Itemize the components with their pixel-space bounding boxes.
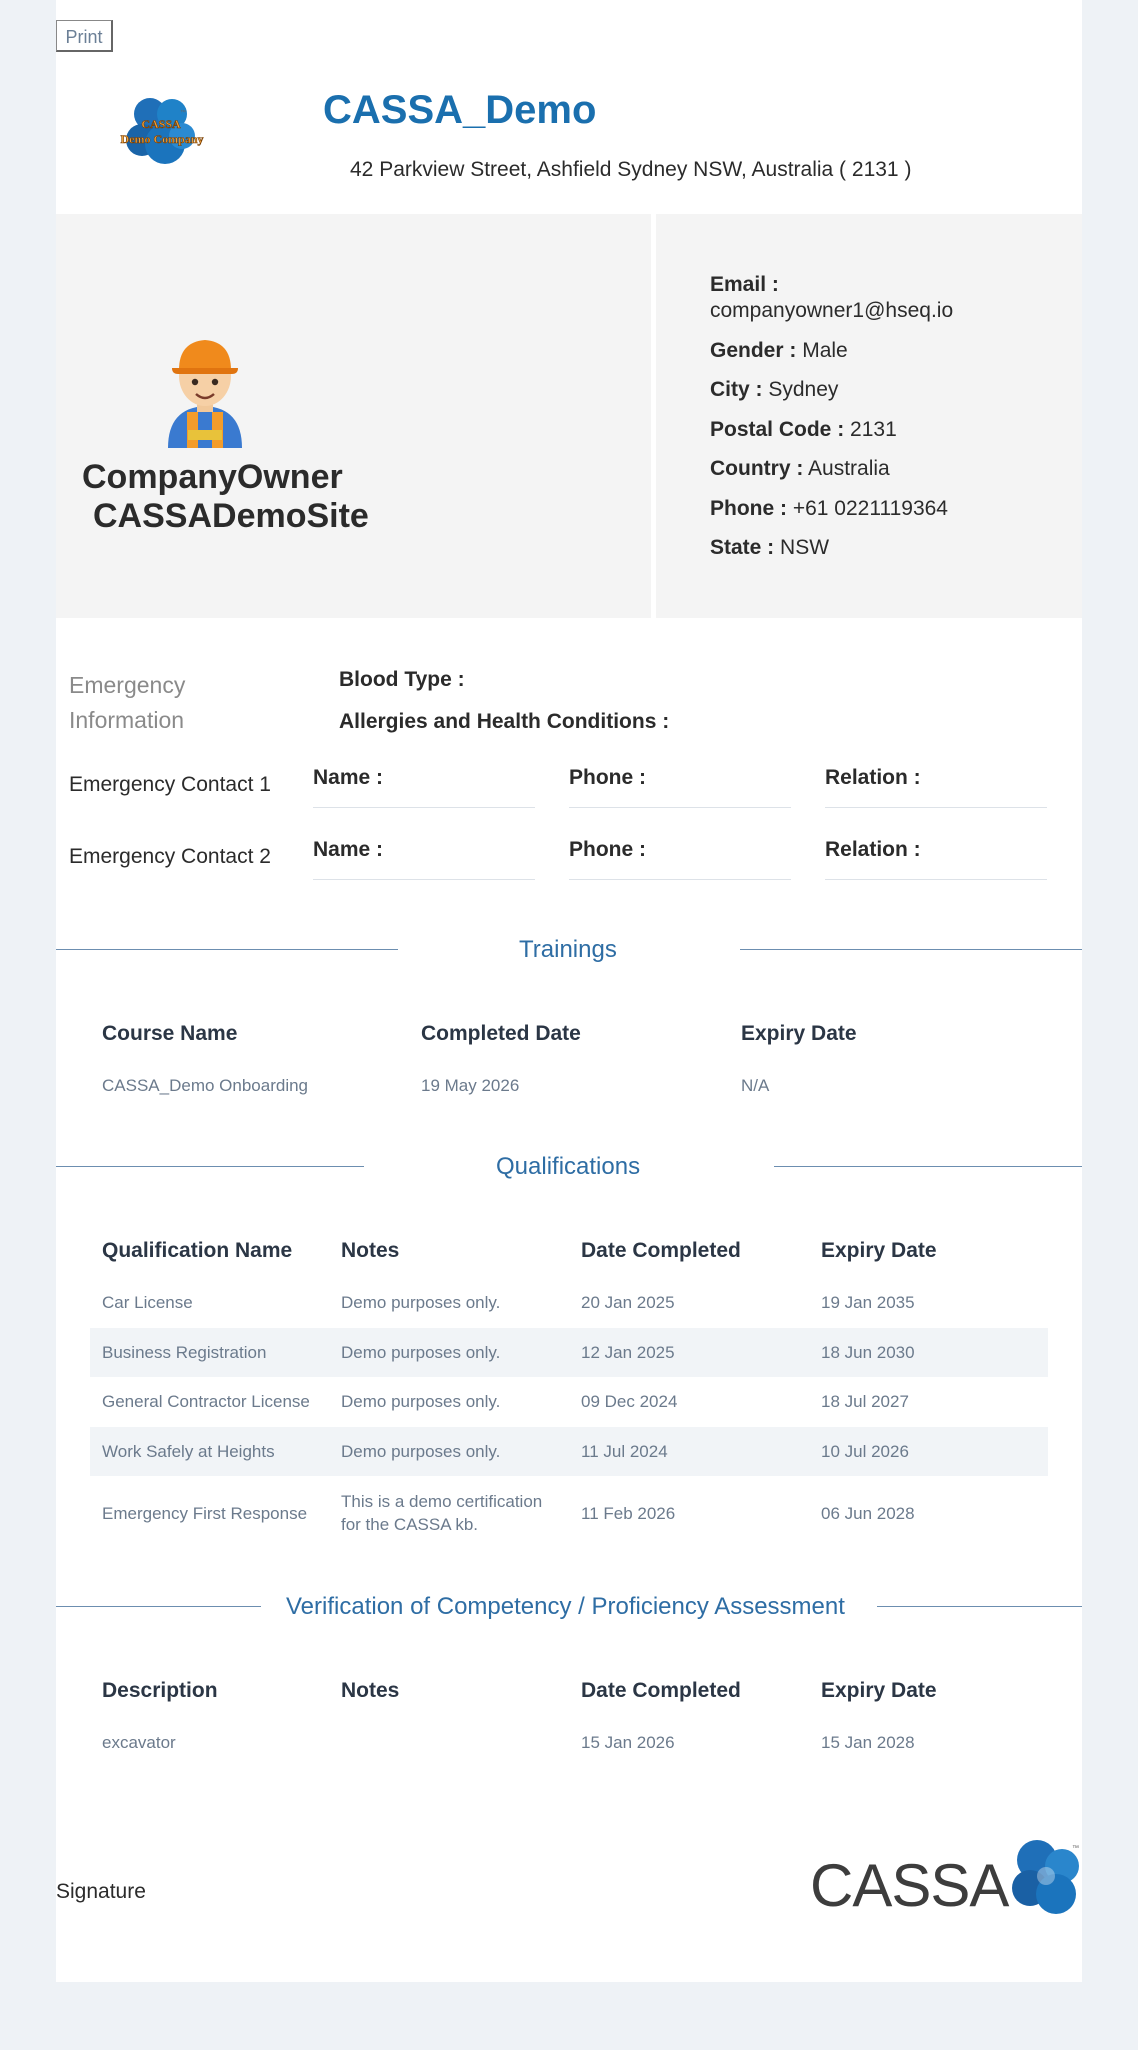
emergency-info-title: Emergency Information xyxy=(69,672,186,733)
qualification-cell: Work Safely at Heights xyxy=(102,1442,275,1461)
signature-label: Signature xyxy=(56,1880,146,1903)
emergency-contact-2-relation: Relation : xyxy=(825,838,921,861)
divider xyxy=(569,807,791,808)
training-cell: N/A xyxy=(741,1076,770,1095)
qualification-cell: General Contractor License xyxy=(102,1392,310,1411)
detail-postal-code: Postal Code : 2131 xyxy=(710,418,897,441)
voc-cell: 15 Jan 2028 xyxy=(821,1733,915,1752)
divider xyxy=(825,879,1047,880)
cassa-logo-icon xyxy=(1012,1840,1079,1914)
qualifications-header-date-completed: Date Completed xyxy=(581,1239,741,1262)
voc-header-description: Description xyxy=(102,1679,218,1702)
qualification-cell: 10 Jul 2026 xyxy=(821,1442,909,1461)
detail-gender: Gender : Male xyxy=(710,339,848,362)
qualification-cell: 09 Dec 2024 xyxy=(581,1392,678,1411)
profile-first-name: CompanyOwner xyxy=(82,458,343,496)
qualification-cell: Demo purposes only. xyxy=(341,1392,501,1411)
qualification-cell: Demo purposes only. xyxy=(341,1293,501,1312)
qualification-cell: 12 Jan 2025 xyxy=(581,1343,675,1362)
qualification-cell: 18 Jun 2030 xyxy=(821,1343,915,1362)
qualifications-header-notes: Notes xyxy=(341,1239,400,1262)
trainings-header-completed-date: Completed Date xyxy=(421,1022,581,1045)
qualification-cell: Car License xyxy=(102,1293,193,1312)
qualification-cell: 11 Feb 2026 xyxy=(581,1504,676,1523)
qualification-cell: Emergency First Response xyxy=(102,1504,308,1523)
svg-text:Demo Company: Demo Company xyxy=(120,132,204,146)
qualifications-header-expiry-date: Expiry Date xyxy=(821,1239,937,1262)
company-address: 42 Parkview Street, Ashfield Sydney NSW, Australia ( 2131 ) xyxy=(350,158,912,181)
voc-cell: excavator xyxy=(102,1733,176,1752)
qualification-cell: 06 Jun 2028 xyxy=(821,1504,915,1523)
detail-country: Country : Australia xyxy=(710,457,890,480)
voc-section-title: Verification of Competency / Proficiency Assessment xyxy=(286,1593,845,1620)
profile-last-name: CASSADemoSite xyxy=(93,497,369,535)
svg-text:™: ™ xyxy=(180,110,186,116)
detail-state: State : NSW xyxy=(710,536,830,559)
training-cell: CASSA_Demo Onboarding xyxy=(102,1076,309,1095)
emergency-contact-2-phone: Phone : xyxy=(569,838,646,861)
profile-avatar-panel xyxy=(56,214,651,618)
detail-city: City : Sydney xyxy=(710,378,839,401)
worker-avatar-icon xyxy=(160,312,250,448)
qualification-cell: 19 Jan 2035 xyxy=(821,1293,915,1312)
svg-text:CASSA: CASSA xyxy=(141,117,181,131)
qualification-cell: Demo purposes only. xyxy=(341,1442,501,1461)
voc-cell: 15 Jan 2026 xyxy=(581,1733,675,1752)
divider xyxy=(56,949,398,950)
qualification-cell: 18 Jul 2027 xyxy=(821,1392,909,1411)
divider xyxy=(56,1166,364,1167)
emergency-contact-1-name: Name : xyxy=(313,766,384,789)
detail-email: Email : companyowner1@hseq.io xyxy=(710,273,954,322)
qualification-cell: Business Registration xyxy=(102,1343,267,1362)
training-cell: 19 May 2026 xyxy=(421,1076,520,1095)
divider xyxy=(313,807,535,808)
qualifications-section-title: Qualifications xyxy=(496,1153,641,1180)
svg-text:™: ™ xyxy=(1072,1845,1079,1852)
trainings-header-expiry-date: Expiry Date xyxy=(741,1022,857,1045)
qualification-cell: Demo purposes only. xyxy=(341,1343,501,1362)
detail-phone: Phone : +61 0221119364 xyxy=(710,497,948,520)
svg-text:CASSA: CASSA xyxy=(810,1852,1009,1919)
qualification-cell: This is a demo certification for the CASSA kb. xyxy=(341,1492,543,1534)
allergies-label: Allergies and Health Conditions : xyxy=(339,710,670,733)
blood-type-label: Blood Type : xyxy=(339,668,465,691)
trainings-section-title: Trainings xyxy=(519,936,617,963)
divider xyxy=(313,879,535,880)
print-button[interactable]: Print xyxy=(56,20,113,52)
emergency-contact-2-label: Emergency Contact 2 xyxy=(69,845,271,868)
voc-header-expiry-date: Expiry Date xyxy=(821,1679,937,1702)
cassa-brand-logo xyxy=(810,1836,1082,1926)
divider xyxy=(774,1166,1082,1167)
qualifications-header-name: Qualification Name xyxy=(102,1239,293,1262)
company-name: CASSA_Demo xyxy=(323,88,597,132)
voc-header-date-completed: Date Completed xyxy=(581,1679,741,1702)
qualification-cell: 20 Jan 2025 xyxy=(581,1293,675,1312)
divider xyxy=(740,949,1082,950)
divider xyxy=(825,807,1047,808)
emergency-contact-1-phone: Phone : xyxy=(569,766,646,789)
emergency-contact-1-label: Emergency Contact 1 xyxy=(69,773,271,796)
qualification-cell: 11 Jul 2024 xyxy=(581,1442,668,1461)
company-logo xyxy=(110,92,215,172)
emergency-contact-2-name: Name : xyxy=(313,838,384,861)
voc-header-notes: Notes xyxy=(341,1679,400,1702)
divider xyxy=(877,1606,1082,1607)
divider xyxy=(569,879,791,880)
emergency-contact-1-relation: Relation : xyxy=(825,766,921,789)
trainings-header-course-name: Course Name xyxy=(102,1022,238,1045)
divider xyxy=(56,1606,261,1607)
